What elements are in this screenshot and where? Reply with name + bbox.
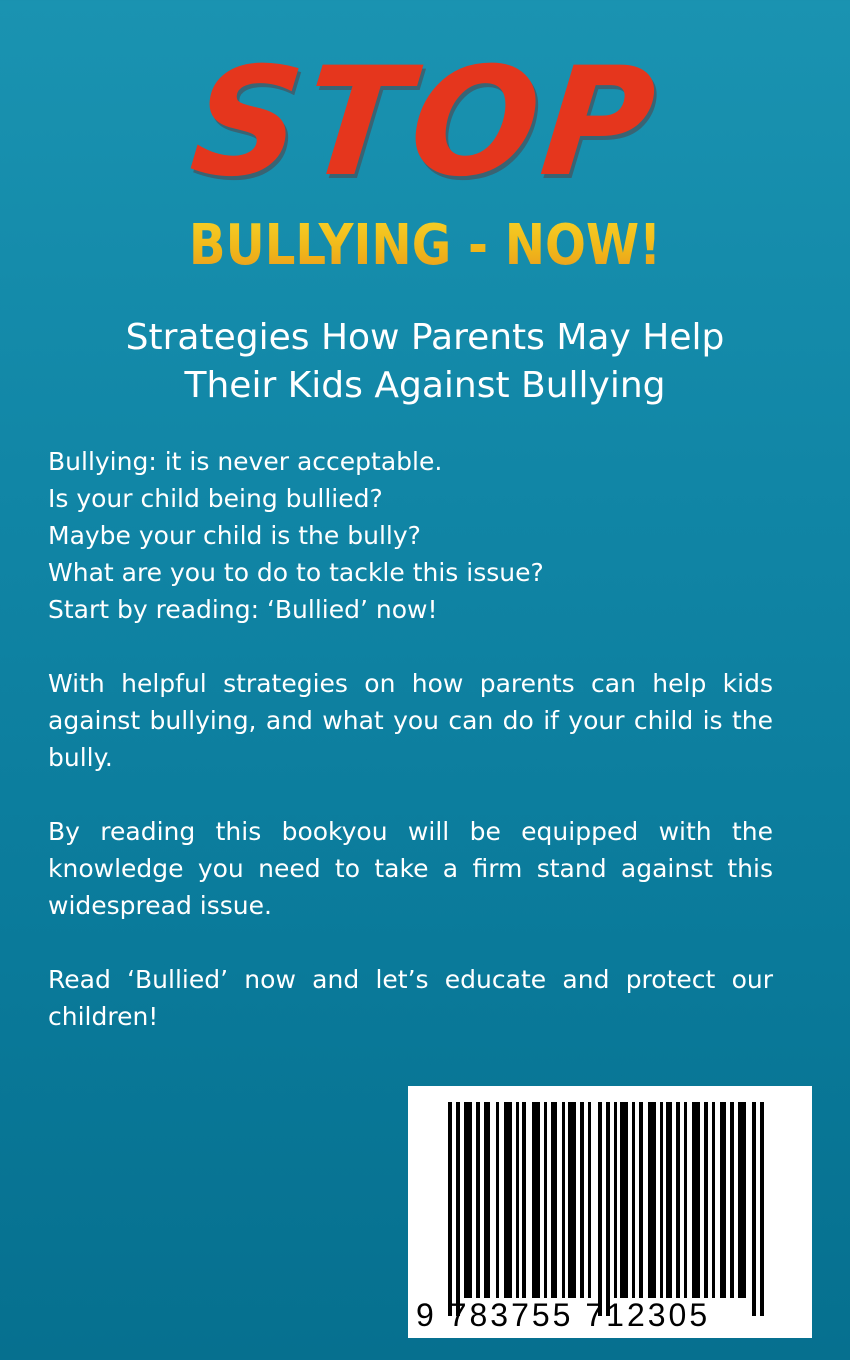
intro-line: Maybe your child is the bully? [48,521,421,550]
cover-title: STOP [183,36,667,210]
intro-line: What are you to do to tackle this issue? [48,558,544,587]
blurb [48,443,773,1035]
blurb-intro [48,443,773,628]
isbn-barcode [408,1086,812,1338]
cover-subtitle: BULLYING - NOW! [60,210,791,282]
intro-line: Bullying: it is never acceptable. [48,447,443,476]
isbn-number: 9 783755 712305 [416,1297,711,1333]
blurb-paragraph: Read ‘Bullied’ now and let’s educate and protect our children! [48,965,773,1031]
cover-tagline [0,314,850,410]
intro-line: Is your child being bullied? [48,484,383,513]
tagline-line: Strategies How Parents May Help [125,317,725,358]
blurb-paragraph: By reading this bookyou will be equipped with the knowledge you need to take a firm stand against this widespread issue. [48,817,773,920]
blurb-paragraph: With helpful strategies on how parents can help kids against bullying, and what you can do if your child is the bully. [48,669,773,772]
tagline-line: Their Kids Against Bullying [184,365,666,406]
intro-line: Start by reading: ‘Bullied’ now! [48,595,438,624]
